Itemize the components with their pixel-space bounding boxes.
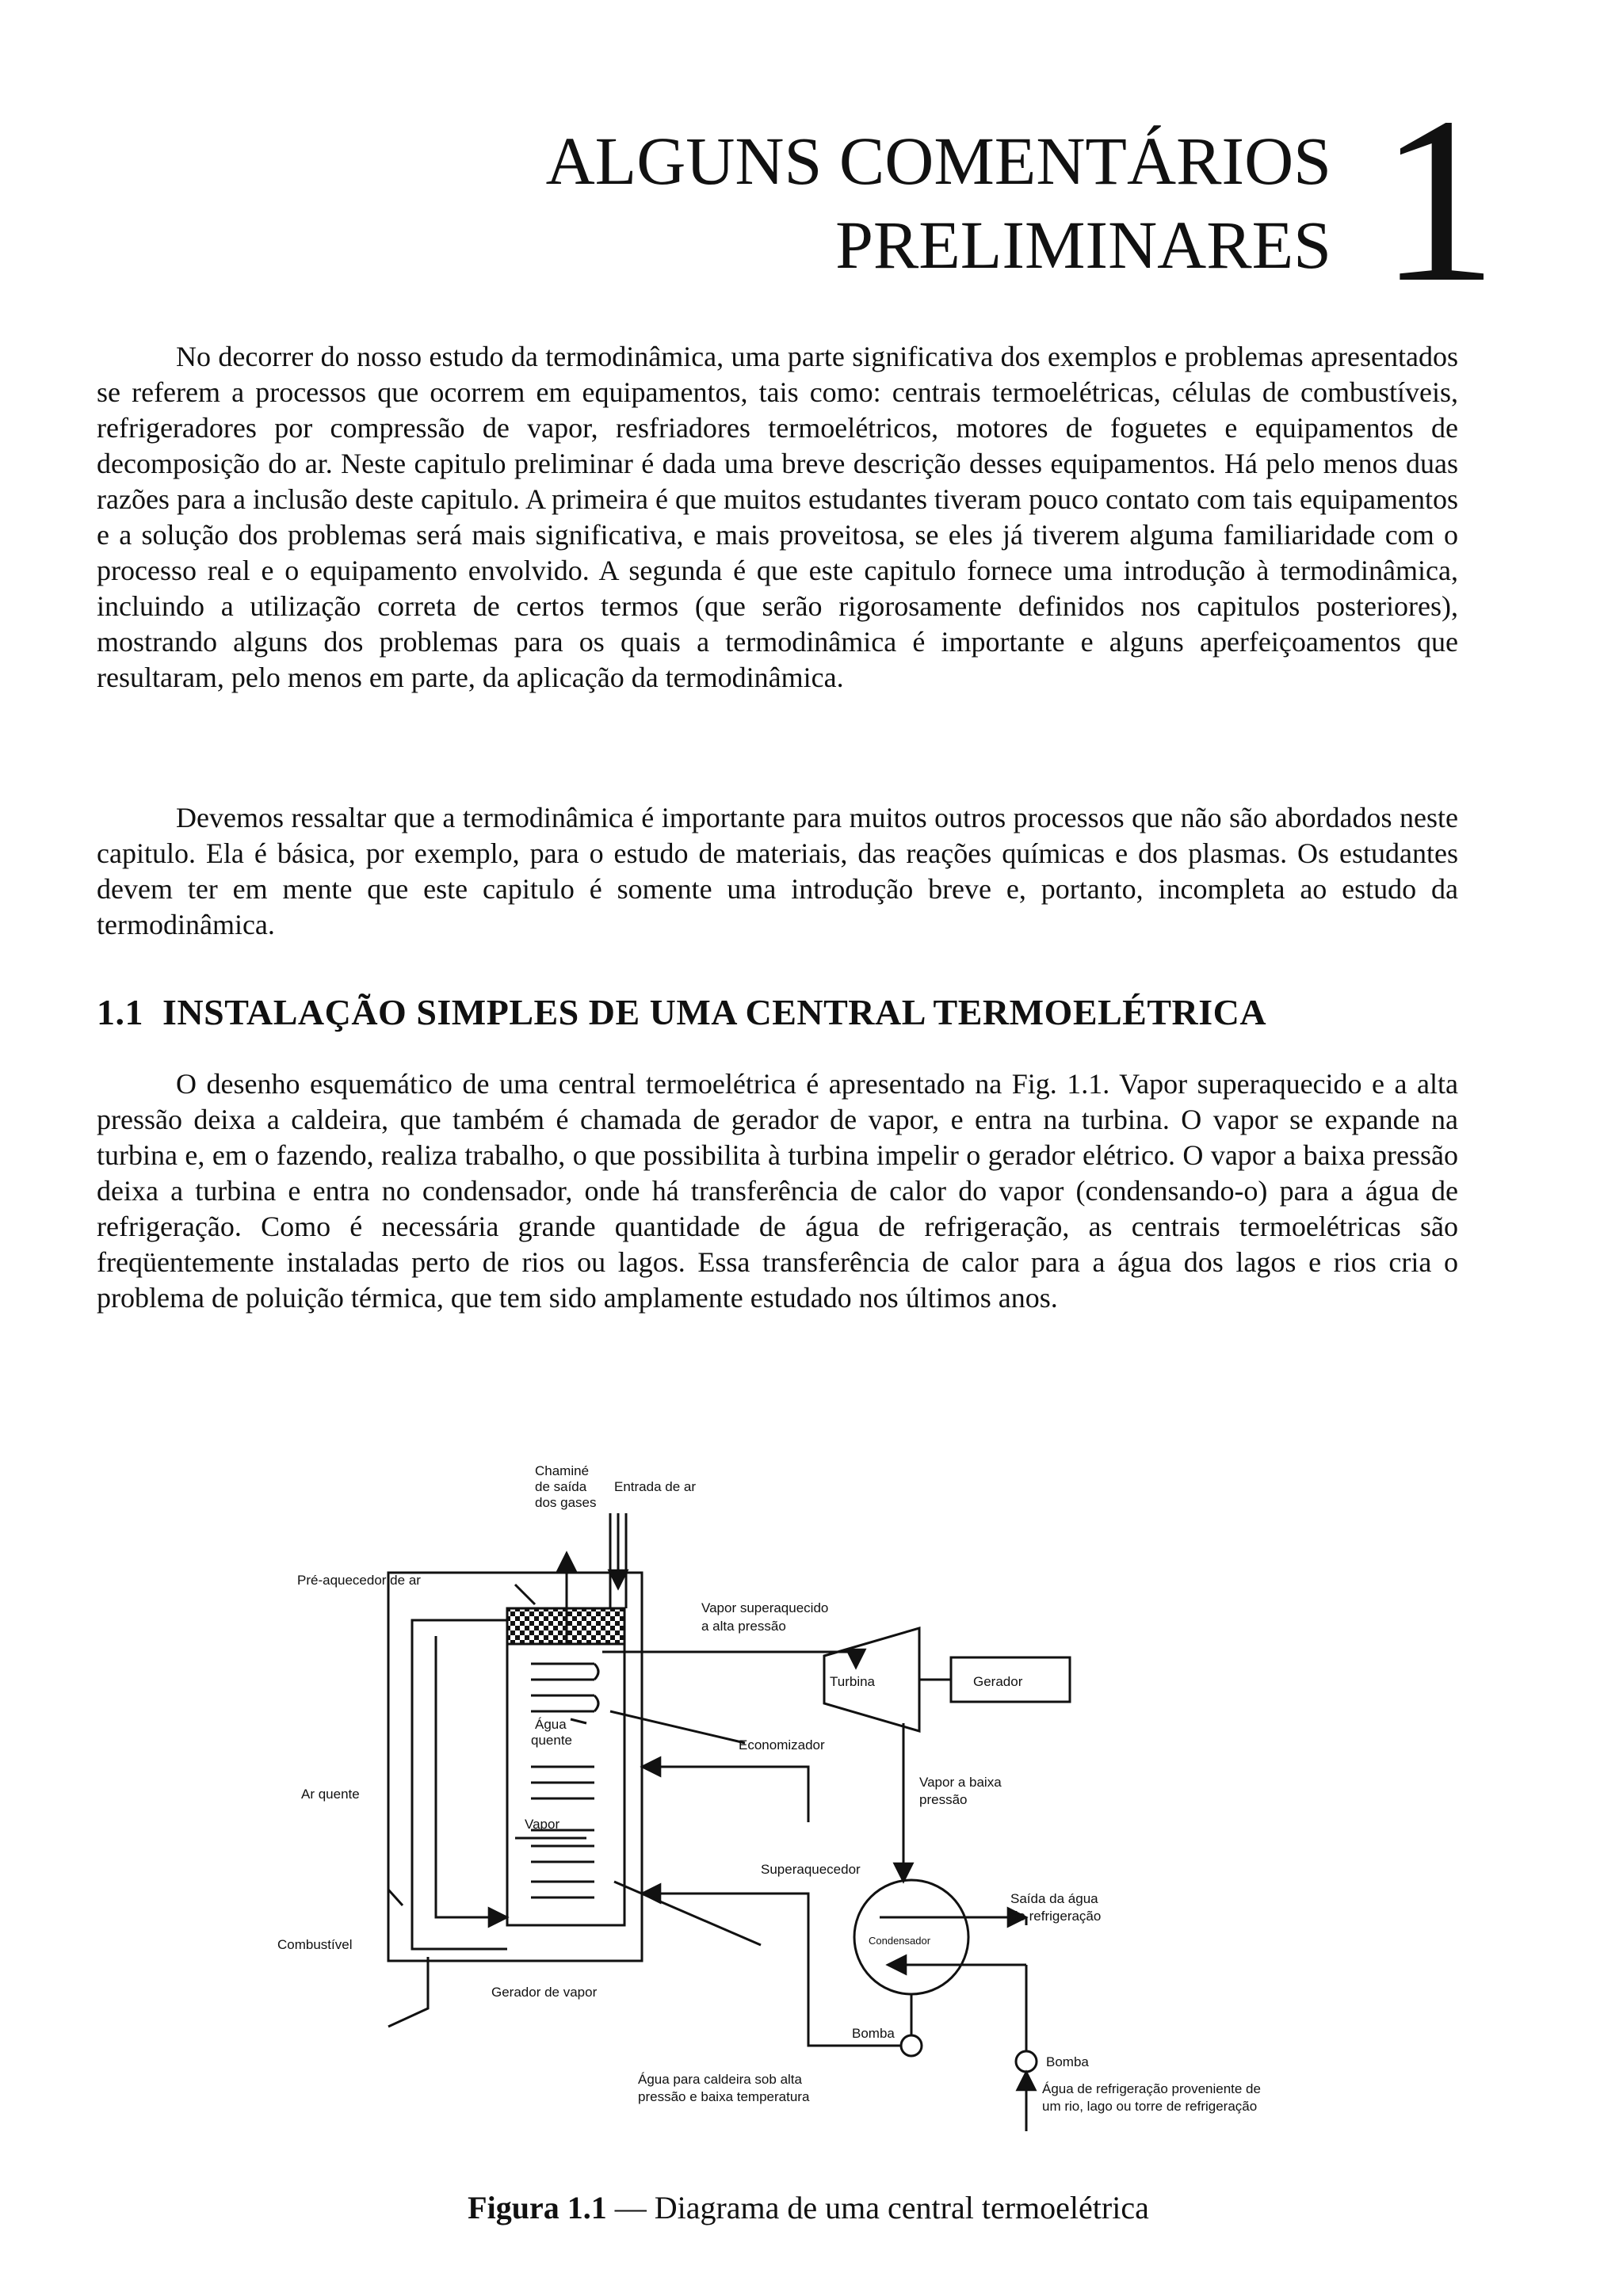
label-cooling-out-2: de refrigeração: [1010, 1909, 1102, 1924]
label-feedwater-1: Água para caldeira sob alta: [638, 2072, 802, 2087]
hot-air-path: [412, 1620, 507, 1949]
label-hp-steam-1: Vapor superaquecido: [701, 1600, 829, 1615]
label-generator: Gerador: [973, 1674, 1023, 1689]
section-paragraph-1: O desenho esquemático de uma central termoelétrica é apresentado na Fig. 1.1. Vapor superaquecido e a alta pressão deixa a caldeira, que também é chamada de gerador de vapor, e entra na turbina. O vapor se expande na turbina e, em o fazendo, realiza trabalho, o que possibilita à turbina impelir o gerador elétrico. O vapor a baixa pressão deixa a turbina e entra no condensador, onde há transferência de calor do vapor (condensando-o) para a água de refrigeração. Como é necessária grande quantidade de água de refrigeração, as centrais termoelétricas são freqüentemente instaladas perto de rios ou lagos. Essa transferência de calor para a água dos lagos e rios cria o problema de poluição térmica, que tem sido amplamente estudado nos últimos anos.: [97, 1068, 1458, 1314]
superheater-coil: [531, 1767, 594, 1897]
label-hot-air: Ar quente: [301, 1787, 360, 1802]
section-number: 1.1: [97, 992, 143, 1032]
label-steam: Vapor: [525, 1817, 560, 1832]
label-feedwater-2: pressão e baixa temperatura: [638, 2089, 810, 2104]
feed-pump: [901, 2035, 922, 2056]
chapter-number: 1: [1379, 68, 1498, 331]
feedwater-line: [642, 1894, 901, 2046]
chapter-title-line1: ALGUNS COMENTÁRIOS: [545, 123, 1331, 199]
label-condenser: Condensador: [869, 1935, 931, 1947]
label-turbine: Turbina: [830, 1674, 876, 1689]
caption-text: — Diagrama de uma central termoelétrica: [606, 2190, 1149, 2225]
label-economizer: Economizador: [739, 1737, 825, 1753]
label-cooling-in-1: Água de refrigeração proveniente de: [1042, 2081, 1261, 2096]
cooling-pump: [1016, 2051, 1037, 2072]
chapter-title-line2: PRELIMINARES: [835, 207, 1331, 283]
label-cooling-in-2: um rio, lago ou torre de refrigeração: [1042, 2099, 1258, 2114]
label-air-inlet: Entrada de ar: [614, 1479, 697, 1494]
label-hp-steam-2: a alta pressão: [701, 1619, 786, 1634]
power-plant-diagram: [254, 1450, 1395, 2163]
economizer-coil: [531, 1664, 598, 1711]
label-chimney-1: Chaminé: [535, 1463, 590, 1478]
chapter-title: [475, 119, 1331, 287]
label-steam-generator: Gerador de vapor: [491, 1985, 598, 2000]
label-hot-water-2: quente: [531, 1733, 572, 1748]
label-pump-2: Bomba: [1046, 2054, 1089, 2069]
label-hot-water-1: Água: [535, 1717, 567, 1732]
section-title: INSTALAÇÃO SIMPLES DE UMA CENTRAL TERMOELÉTRICA: [162, 992, 1267, 1032]
intro-paragraph-1: No decorrer do nosso estudo da termodinâmica, uma parte significativa dos exemplos e problemas apresentados se referem a processos que ocorrem em equipamentos, tais como: centrais termoelétricas, células de combustíveis, refrigeradores por compressão de vapor, resfriadores termoelétricos, motores de foguetes e equipamentos de decomposição do ar. Neste capitulo preliminar é dada uma breve descrição desses equipamentos. Há pelo menos duas razões para a inclusão deste capitulo. A primeira é que muitos estudantes tiveram pouco contato com tais equipamentos e a solução dos problemas será mais significativa, e mais proveitosa, se eles já tiverem alguma familiaridade com o processo real e o equipamento envolvido. A segunda é que este capitulo fornece uma introdução à termodinâmica, incluindo a utilização correta de certos termos (que serão rigorosamente definidos nos capitulos posteriores), mostrando alguns dos problemas para os quais a termodinâmica é importante e alguns aperfeiçoamentos que resultaram, pelo menos em parte, da aplicação da termodinâmica.: [97, 341, 1458, 693]
hp-steam-line: [602, 1652, 856, 1668]
label-cooling-out-1: Saída da água: [1010, 1891, 1098, 1906]
figure-caption: [238, 2188, 1379, 2228]
label-superheater: Superaquecedor: [761, 1862, 861, 1877]
label-air-preheater: Pré-aquecedor de ar: [297, 1573, 421, 1588]
label-lp-steam-1: Vapor a baixa: [919, 1775, 1002, 1790]
intro-paragraph-2: Devemos ressaltar que a termodinâmica é importante para muitos outros processos que não são abordados neste capitulo. Ela é básica, por exemplo, para o estudo de materiais, das reações químicas e dos plasmas. Os estudantes devem ter em mente que este capitulo é somente uma introdução breve e, portanto, incompleta ao estudo da termodinâmica.: [97, 802, 1458, 940]
label-fuel: Combustível: [277, 1937, 353, 1952]
label-chimney-3: dos gases: [535, 1495, 597, 1510]
label-pump: Bomba: [852, 2026, 895, 2041]
caption-label: Figura 1.1: [468, 2190, 607, 2225]
section-heading: [97, 990, 1476, 1035]
label-lp-steam-2: pressão: [919, 1792, 968, 1807]
label-chimney-2: de saída: [535, 1479, 587, 1494]
